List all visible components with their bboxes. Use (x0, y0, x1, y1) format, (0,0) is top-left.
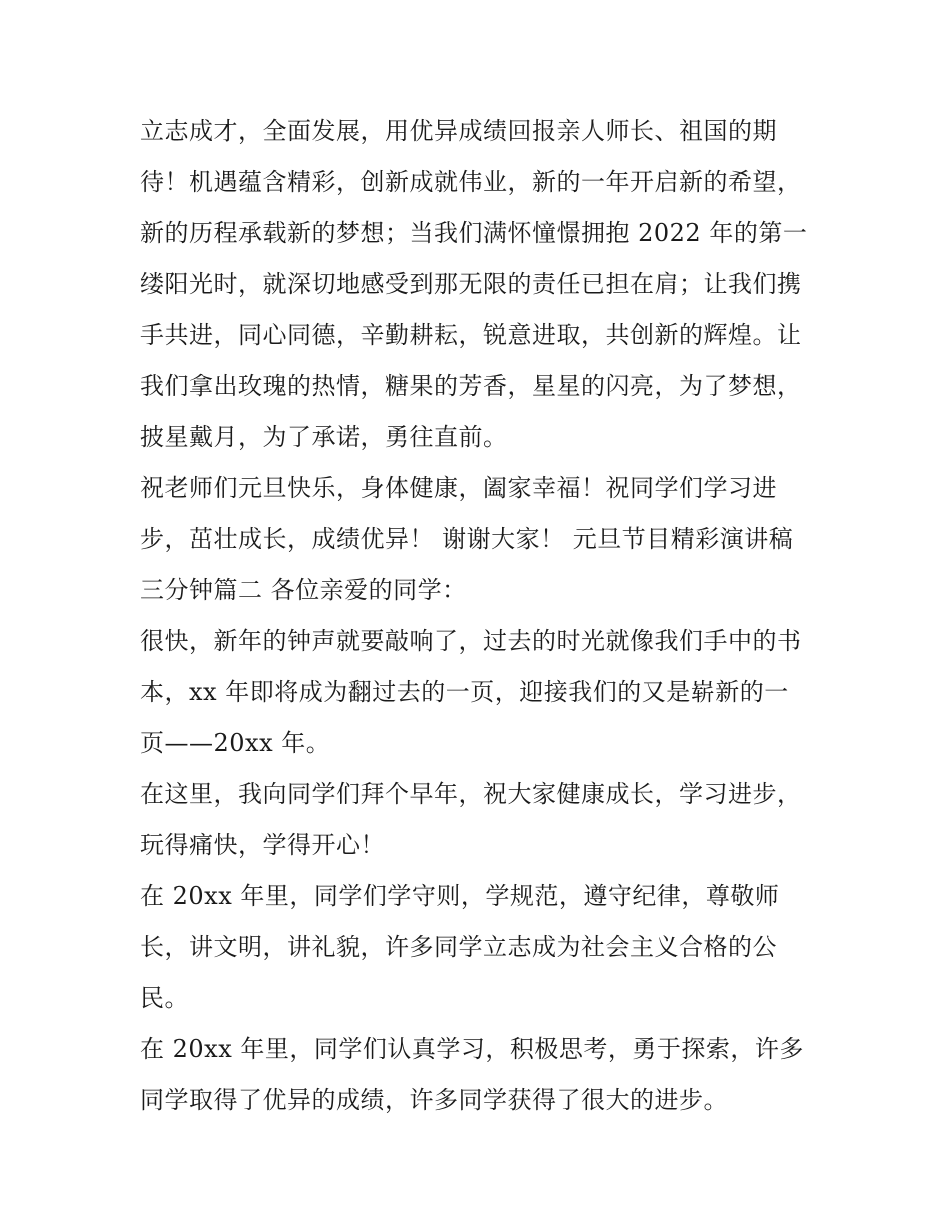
text-line: 待！机遇蕴含精彩，创新成就伟业，新的一年开启新的希望， (140, 168, 802, 196)
text-line: 披星戴月，为了承诺，勇往直前。 (140, 423, 508, 451)
text-line: 在这里，我向同学们拜个早年，祝大家健康成长，学习进步， (140, 780, 802, 808)
text-line: 同学取得了优异的成绩，许多同学获得了很大的进步。 (140, 1086, 728, 1114)
text-line: 民。 (140, 984, 189, 1012)
text-line: 步，茁壮成长，成绩优异！ 谢谢大家！ 元旦节目精彩演讲稿 (140, 525, 794, 553)
text-line: 新的历程承载新的梦想；当我们满怀憧憬拥抱 2022 年的第一 (140, 219, 808, 247)
text-line: 祝老师们元旦快乐，身体健康，阖家幸福！祝同学们学习进 (140, 474, 777, 502)
text-line: 在 20xx 年里，同学们学守则，学规范，遵守纪律，尊敬师 (140, 882, 780, 910)
text-line: 手共进，同心同德，辛勤耕耘，锐意进取，共创新的辉煌。让 (140, 321, 802, 349)
text-line: 玩得痛快，学得开心！ (140, 831, 385, 859)
document-body (140, 106, 820, 1126)
text-line: 立志成才，全面发展，用优异成绩回报亲人师长、祖国的期 (140, 117, 777, 145)
text-line: 在 20xx 年里，同学们认真学习，积极思考，勇于探索，许多 (140, 1035, 804, 1063)
text-line: 很快，新年的钟声就要敲响了，过去的时光就像我们手中的书 (140, 627, 802, 655)
text-line: 缕阳光时，就深切地感受到那无限的责任已担在肩；让我们携 (140, 270, 802, 298)
text-line: 长，讲文明，讲礼貌，许多同学立志成为社会主义合格的公 (140, 933, 777, 961)
text-line: 我们拿出玫瑰的热情，糖果的芳香，星星的闪亮，为了梦想， (140, 372, 802, 400)
text-line: 本，xx 年即将成为翻过去的一页，迎接我们的又是崭新的一 (140, 678, 789, 706)
text-line: 三分钟篇二 各位亲爱的同学： (140, 576, 467, 604)
text-line: 页——20xx 年。 (140, 729, 331, 757)
